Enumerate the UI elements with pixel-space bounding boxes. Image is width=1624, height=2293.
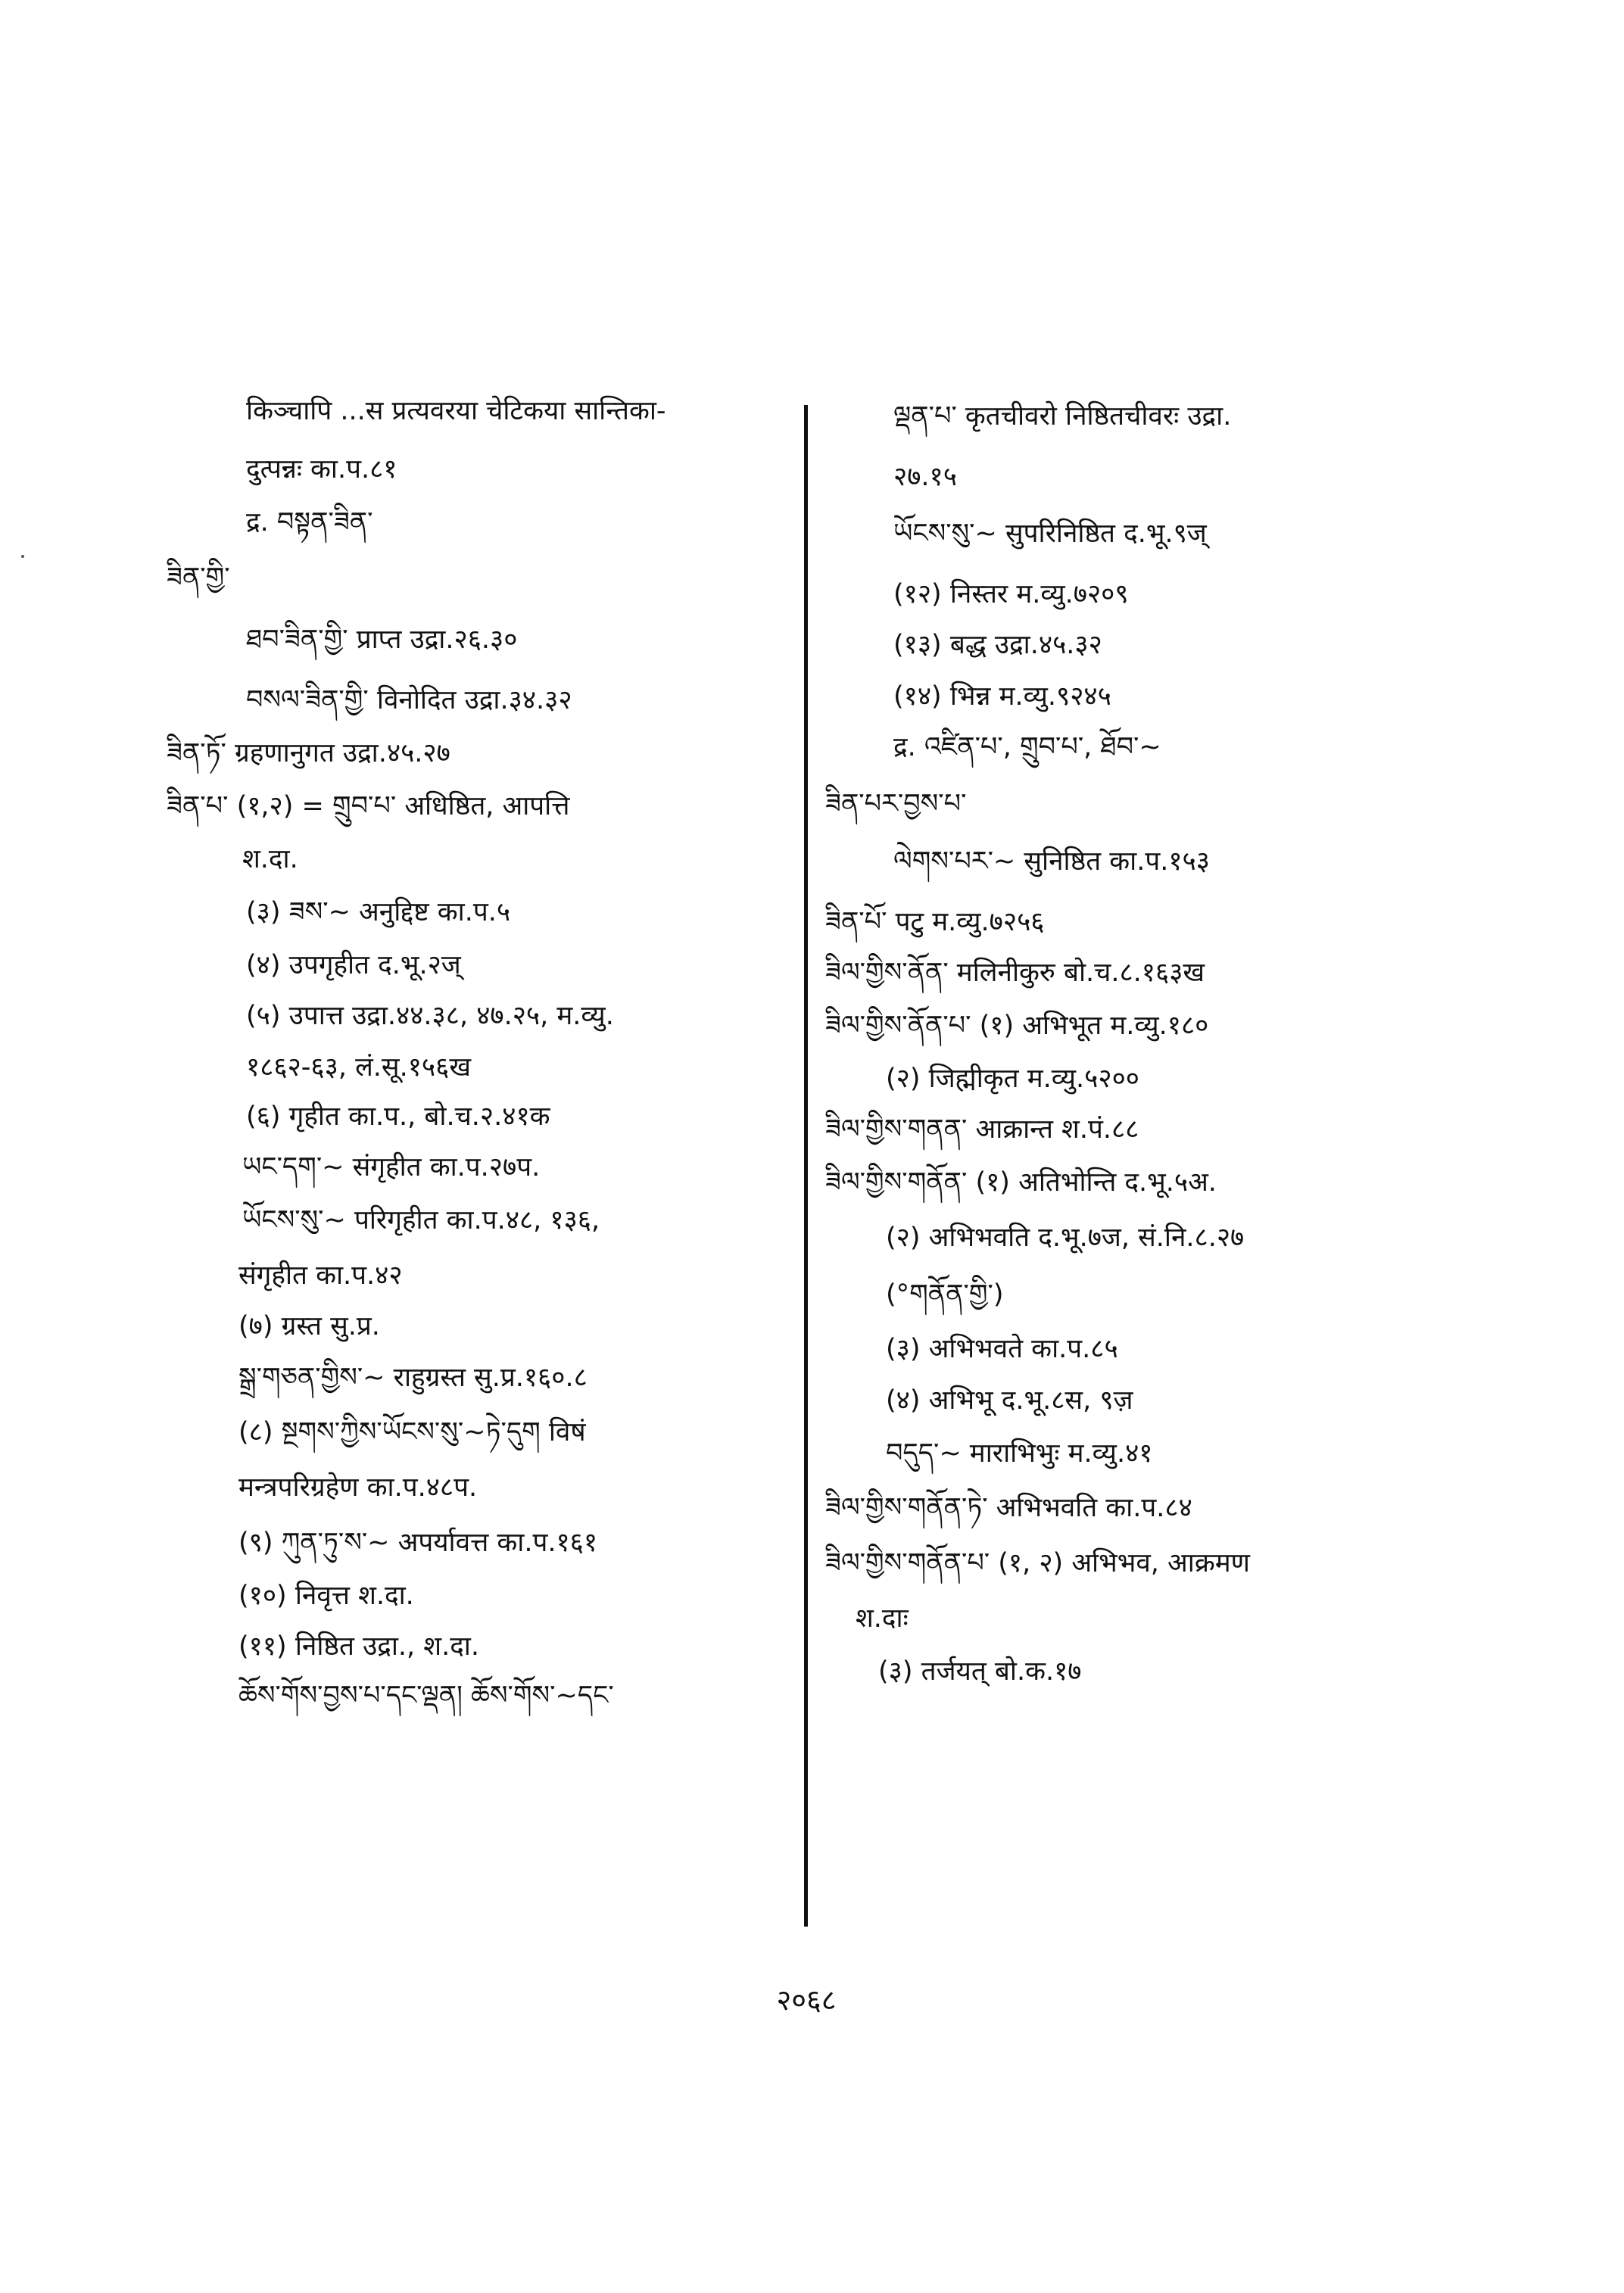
entry-line: སྒྲ་གཅན་གྱིས་~ राहुग्रस्त सु.प्र.१६०.८ [238,1363,588,1393]
entry-line: (१४) भिन्न म.व्यु.९२४५ [893,681,1111,712]
entry-line: संगृहीत का.प.४२ [238,1260,403,1291]
entry-line: (२) अभिभवति द.भू.७ज, सं.नि.८.२७ [886,1223,1245,1253]
entry-line: (५) उपात्त उद्रा.४४.३८, ४७.२५, म.व्यु. [246,1001,614,1031]
headword-line: ཟིལ་གྱིས་གནན་ आक्रान्त श.पं.८८ [825,1114,1139,1145]
entry-line: (११) निष्ठित उद्रा., श.दा. [238,1631,479,1662]
headword-line: ཟིན་པར་བྱས་པ་ [825,789,967,819]
entry-line: (७) ग्रस्त सु.प्र. [238,1311,380,1341]
entry-line: བདུད་~ माराभिभुः म.व्यु.४१ [886,1438,1153,1469]
entry-line: (२) जिह्मीकृत म.व्यु.५२०० [886,1064,1139,1094]
entry-line: ལྡན་པ་ कृतचीवरो निष्ठितचीवरः उद्रा. [893,401,1232,431]
entry-line: दुत्पन्नः का.प.८१ [246,454,397,484]
headword-line: ཟིལ་གྱིས་གནོན་ (१) अतिभोन्ति द.भू.५अ. [825,1167,1217,1198]
headword-line: ཟིལ་གྱིས་གནོན་པ་ (१, २) अभिभव, आक्रमण [825,1548,1250,1578]
entry-line: (३) ཟས་~ अनुद्दिष्ट का.प.५ [246,897,511,927]
entry-line: मन्त्रपरिग्रहेण का.प.४८प. [238,1472,478,1503]
entry-line: (३) अभिभवते का.प.८५ [886,1334,1118,1364]
entry-line: (°གནོན་གྱི་) [886,1279,1004,1310]
headword-line: ཟིལ་གྱིས་གནོན་ཏེ་ अभिभवति का.प.८४ [825,1493,1192,1523]
entry-line: ཐབ་ཟིན་གྱི་ प्राप्त उद्रा.२६.३० [246,625,518,655]
entry-line: (१०) निवृत्त श.दा. [238,1581,414,1611]
entry-line: ཡོངས་སུ་~ परिगृहीत का.प.४८, १३६, [242,1205,600,1235]
entry-line: १८६२-६३, लं.सू.१५६ख [246,1052,471,1083]
entry-line: किञ्चापि ...स प्रत्यवरया चेटिकया सान्तिका- [246,396,666,426]
entry-line: ཆོས་གོས་བྱས་པ་དང་ལྡན། ཆོས་གོས་~དང་ [238,1681,614,1711]
headword-line: ཟིན་གྱི་ [167,562,230,593]
entry-line: (६) गृहीत का.प., बो.च.२.४१क [246,1101,550,1132]
entry-line: (४) अभिभू द.भू.८स, ९ज़ [886,1385,1133,1416]
entry-line: (१३) बद्ध उद्रा.४५.३२ [893,630,1102,660]
headword-line: ཟིན་ཏོ་ ग्रहणानुगत उद्रा.४५.२७ [167,738,450,768]
headword-line: ཟིལ་གྱིས་ནོན་པ་ (१) अभिभूत म.व्यु.१८० [825,1011,1209,1041]
entry-line: བསལ་ཟིན་གྱི་ विनोदित उद्रा.३४.३२ [246,685,572,715]
entry-line: (४) उपगृहीत द.भू.२ज् [246,950,461,980]
entry-line: ཡང་དག་~ संगृहीत का.प.२७प. [242,1152,541,1182]
entry-line: द्र. འཛིན་པ་, གྲུབ་པ་, ཐོབ་~ [893,732,1161,762]
entry-line: द्र. བསྟན་ཟིན་ [246,507,373,537]
headword-line: ཟིན་པོ་ पटु म.व्यु.७२५६ [825,907,1045,937]
entry-line: श.दाः [856,1603,909,1634]
page-number: २०६८ [776,1983,837,2017]
entry-line: (८) སྔགས་ཀྱིས་ཡོངས་སུ་~ཏེ་དུག विषं [238,1417,586,1447]
headword-line: ཟིལ་གྱིས་ནོན་ मलिनीकुरु बो.च.८.१६३ख [825,958,1205,988]
column-divider [804,405,808,1927]
entry-line: (३) तर्जयत् बो.क.१७ [878,1656,1082,1687]
headword-line: ཟིན་པ་ (१,२) = གྲུབ་པ་ अधिष्ठित, आपत्ति [167,791,570,821]
entry-line: ཡོངས་སུ་~ सुपरिनिष्ठित द.भू.९ज् [893,519,1207,549]
entry-line: श.दा. [242,844,298,874]
entry-line: २७.१५ [893,462,957,492]
entry-line: (१२) निस्तर म.व्यु.७२०९ [893,579,1129,609]
entry-line: ལེགས་པར་~ सुनिष्ठित का.प.१५३ [893,846,1210,877]
scan-speck [21,555,24,558]
entry-line: (९) ཀུན་ཏུ་ས་~ अपर्यावत्त का.प.१६१ [238,1528,598,1558]
